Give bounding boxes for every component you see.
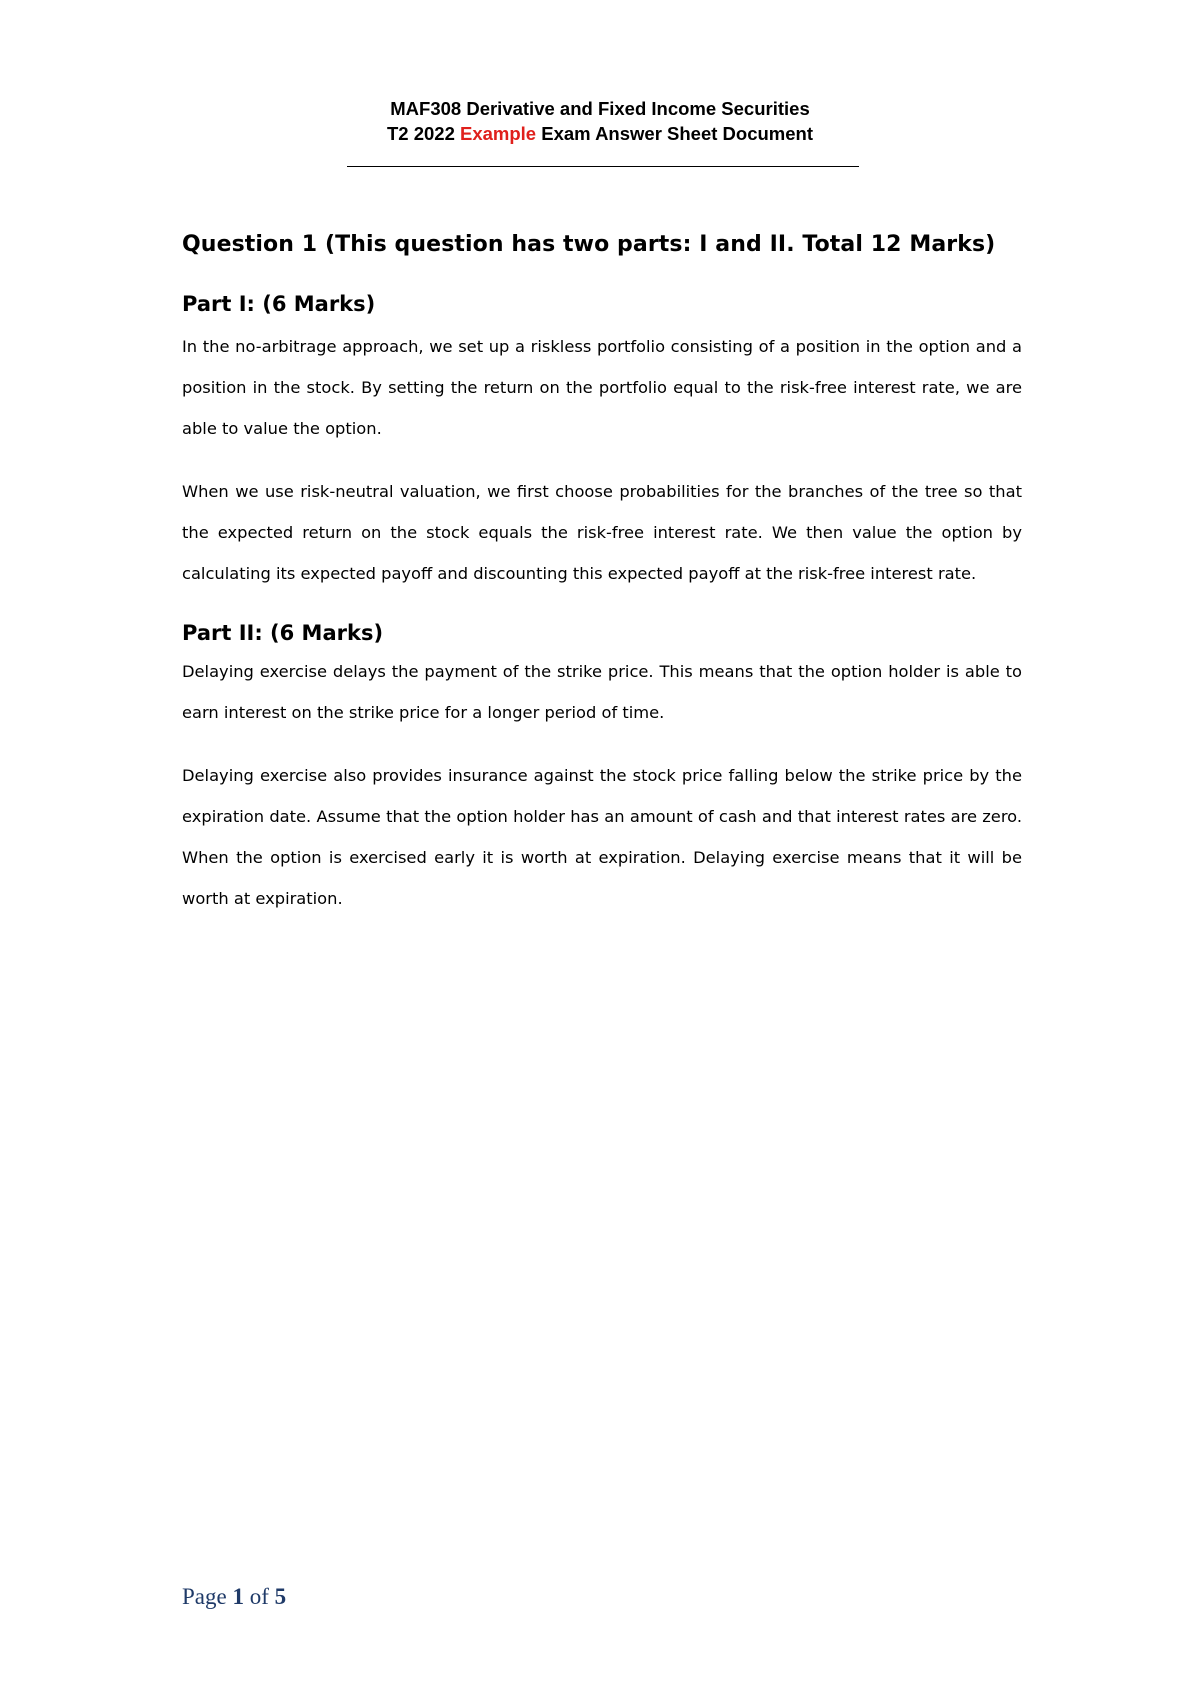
question-title: Question 1 (This question has two parts: I and II. Total 12 Marks) — [182, 232, 996, 257]
document-header — [0, 96, 1200, 146]
page-number: 1 — [232, 1584, 244, 1609]
part-2-paragraph: Delaying exercise delays the payment of the strike price. This means that the option holder is able to earn interest on the strike price for a longer period of time. — [182, 662, 1022, 722]
part-1-paragraph: When we use risk-neutral valuation, we first choose probabilities for the branches of the tree so that the expected return on the stock equals the risk-free interest rate. We then value the option by calculating its expected payoff and discounting this expected payoff at the risk-free interest rate. — [182, 482, 1022, 583]
total-pages: 5 — [274, 1584, 287, 1609]
part-1-title: Part I: (6 Marks) — [182, 292, 376, 316]
document-subtitle — [0, 121, 1200, 146]
subtitle-accent: Example — [460, 123, 537, 144]
of-word: of — [249, 1584, 269, 1609]
part-1-paragraph: In the no-arbitrage approach, we set up a riskless portfolio consisting of a position in the option and a position in the stock. By setting the return on the portfolio equal to the risk-free interest rate, we are able to value the option. — [182, 337, 1022, 438]
subtitle-suffix: Exam Answer Sheet Document — [536, 123, 814, 144]
course-title: MAF308 Derivative and Fixed Income Securities — [390, 98, 810, 119]
page-footer — [182, 1582, 286, 1612]
subtitle-prefix: T2 2022 — [386, 123, 460, 144]
part-2-title: Part II: (6 Marks) — [182, 621, 384, 645]
header-divider — [347, 166, 859, 167]
part-2-paragraph: Delaying exercise also provides insurance against the stock price falling below the strike price by the expiration date. Assume that the option holder has an amount of cash and that interest rates are zero. When the option is exercised early it is worth at expiration. Delaying exercise means that it will be worth at expiration. — [182, 766, 1022, 908]
page-word: Page — [182, 1584, 227, 1609]
document-body — [182, 230, 1022, 919]
